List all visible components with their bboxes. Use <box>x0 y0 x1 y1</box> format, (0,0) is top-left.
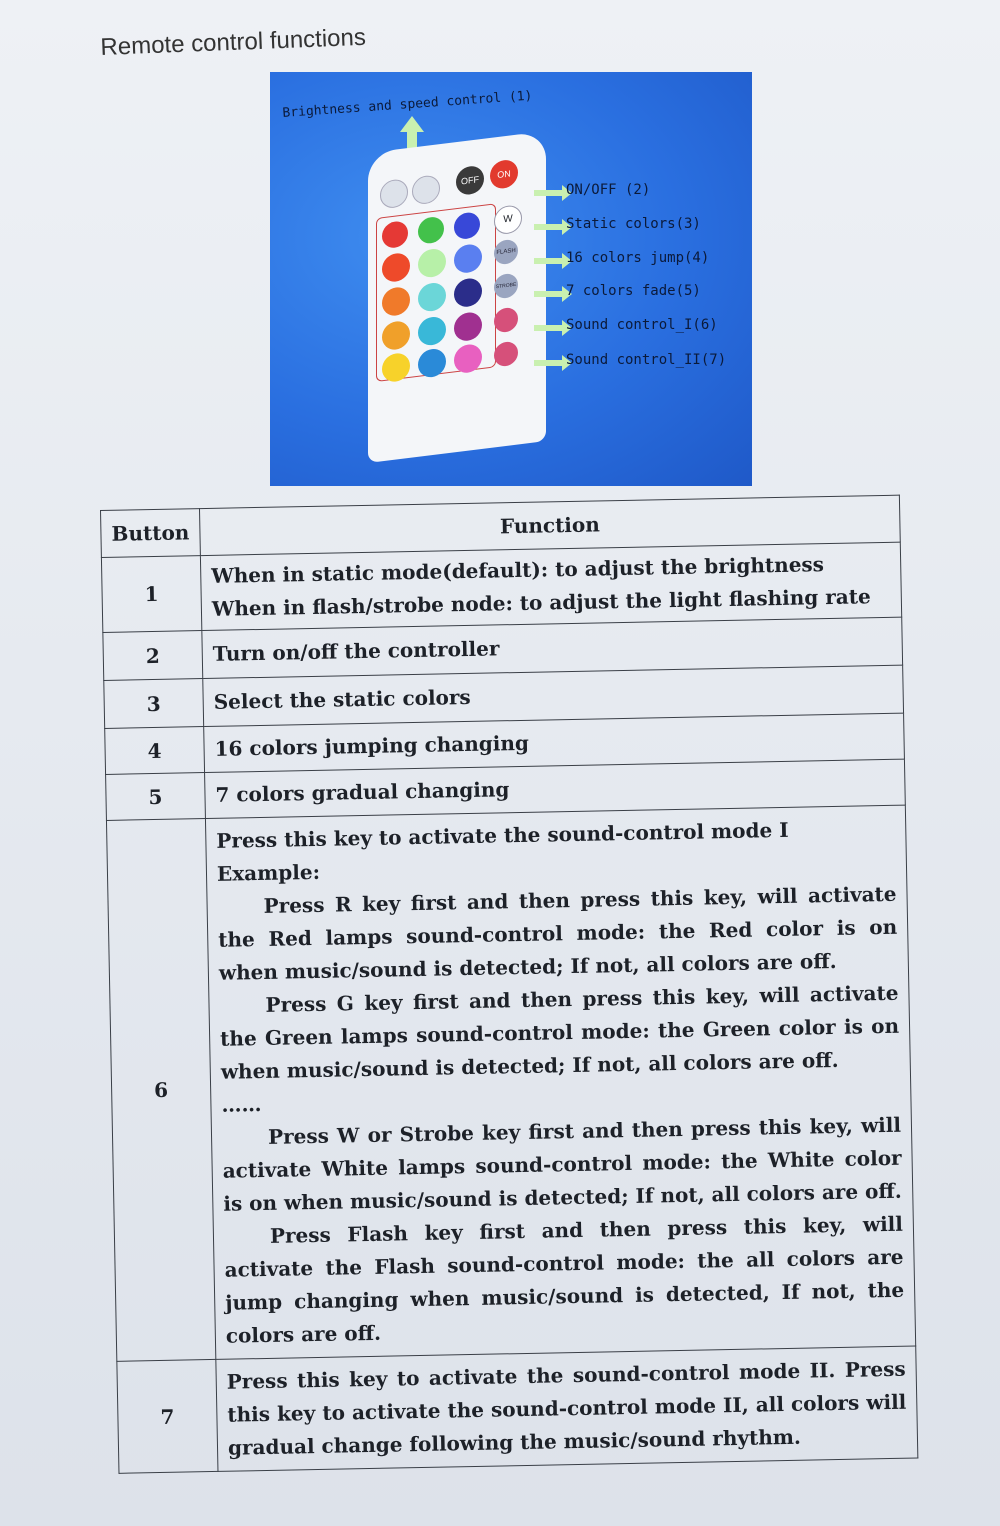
arrow-right-icon <box>534 258 562 264</box>
label-static-colors: Static colors(3) <box>566 216 701 232</box>
page-title: Remote control functions <box>100 23 367 61</box>
header-function: Function <box>199 495 900 555</box>
function-line: Press G key first and then press this key, will activate the Green lamps sound-control mode: the Green color is on when music/sound is detected; If not, all colors are off. <box>219 980 900 1084</box>
table-row <box>117 1346 918 1473</box>
strobe-button: STROBE <box>494 273 518 300</box>
sound-2-button <box>494 341 518 368</box>
function-line: Press R key first and then press this key, will activate the Red lamps sound-control mode: the Red color is on when music/sound is detected; If not, all colors are off. <box>218 881 898 985</box>
flash-button: FLASH <box>494 239 518 266</box>
on-button: ON <box>490 159 518 190</box>
button-number: 6 <box>106 819 215 1362</box>
white-button: W <box>494 204 522 235</box>
label-sound-control-2: Sound control_II(7) <box>566 352 727 368</box>
function-text <box>205 805 915 1359</box>
button-number: 7 <box>117 1359 218 1473</box>
remote-body <box>368 131 546 463</box>
brightness-down-button <box>380 178 408 209</box>
function-line: …… <box>221 1092 262 1117</box>
label-sound-control-1: Sound control_I(6) <box>566 317 718 333</box>
function-text: 16 colors jumping changing <box>204 713 905 772</box>
button-number: 5 <box>106 773 206 821</box>
arrow-right-icon <box>534 291 562 297</box>
label-7-colors-fade: 7 colors fade(5) <box>566 283 701 299</box>
function-text: 7 colors gradual changing <box>205 759 906 818</box>
function-line: Example: <box>216 859 321 886</box>
function-text: Press this key to activate the sound-control mode II. Press this key to activate the sound-control mode II, all colors will gradual change following the music/sound rhythm. <box>216 1346 918 1471</box>
function-line: Press Flash key first and then press this key, will activate the Flash sound-control mode: the all colors are jump changing when music/sound is detected, If not, the colors are off. <box>224 1211 905 1348</box>
brightness-speed-label: Brightness and speed control (1) <box>282 88 533 121</box>
off-button: OFF <box>456 165 484 196</box>
function-text <box>200 542 901 630</box>
button-number: 2 <box>103 631 203 681</box>
arrow-right-icon <box>534 190 562 196</box>
arrow-right-icon <box>534 325 562 331</box>
button-number: 3 <box>104 679 204 729</box>
function-line: Press W or Strobe key first and then press this key, will activate White lamps sound-control mode: the White color is on when music/sound is detected; If not, all colors are off. <box>222 1112 902 1216</box>
remote-control-figure <box>270 72 752 486</box>
function-line: Press this key to activate the sound-control mode I <box>216 817 789 853</box>
arrow-right-icon <box>534 224 562 230</box>
table-row <box>106 805 915 1361</box>
header-button: Button <box>101 509 201 558</box>
label-on-off: ON/OFF (2) <box>566 182 651 198</box>
function-table <box>100 495 918 1474</box>
button-number: 1 <box>101 556 201 633</box>
button-number: 4 <box>105 727 205 775</box>
sound-1-button <box>494 307 518 334</box>
function-line: When in static mode(default): to adjust the brightness <box>211 552 825 588</box>
function-text: Turn on/off the controller <box>202 617 903 678</box>
function-line: When in flash/strobe node: to adjust the light flashing rate <box>211 584 871 621</box>
brightness-up-button <box>412 174 440 205</box>
label-16-colors-jump: 16 colors jump(4) <box>566 250 710 266</box>
arrow-right-icon <box>534 360 562 366</box>
function-text: Select the static colors <box>203 665 904 726</box>
